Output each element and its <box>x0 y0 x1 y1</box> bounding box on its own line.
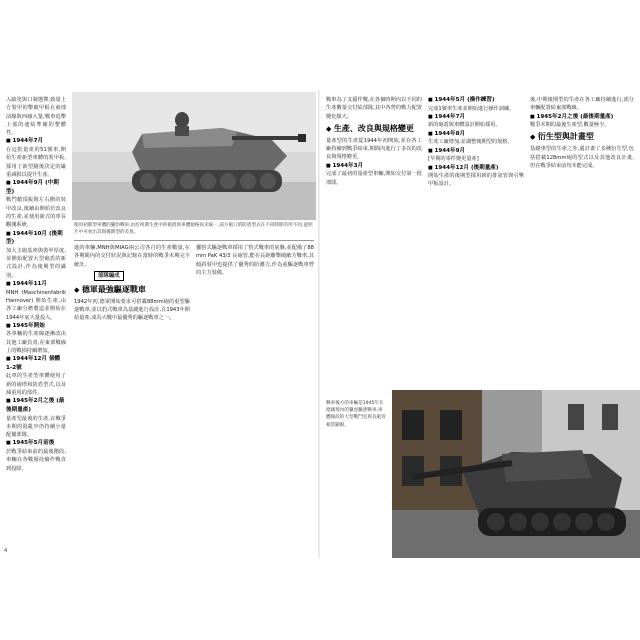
caption-divider <box>74 240 314 241</box>
timeline-entry-text: 各車輛的生產線逐漸改由其他工廠負責,在東部戰線上的戰損持續增加。 <box>6 331 66 354</box>
right-column-2 <box>428 96 524 386</box>
timeline-entry-text: 此車的生產型車體使用了新的砲塔和防盾型式,以及減重用的部件。 <box>6 373 66 397</box>
r-col1-paragraph-2: 量產型的生產從1944年初開始,並在各工廠持續到戰爭結束,期間內進行了多次的改良與規格變更。 <box>326 137 422 161</box>
timeline-entry-head: ■ 1944年12月 個體1-2號 <box>6 355 66 372</box>
section-title-production: ◆ 生產、改良與規格變更 <box>326 123 422 135</box>
timeline-entry-head: ■ 1944年7月 <box>6 137 66 146</box>
timeline-entries-right <box>428 96 524 189</box>
timeline-entry-text: 戰爭末期的最後生產型,數量極少。 <box>530 122 610 129</box>
top-photo-caption: 使用初期型車體的獵豹戰車,由於初期生產中的砲盾與車體規格尚未統一,前方砲口的防盾型式在不同時期有所不同,從照片中可看出其與後期型的差異。 <box>74 223 313 236</box>
timeline-entry-text: 開始生產的後期型採用新的排氣管與引擎甲板設計。 <box>428 173 524 188</box>
timeline-entry-text: 新的砲盾與車體設計開始採用。 <box>428 122 501 129</box>
timeline-entry-text: 在這批量產的51號車,開始生產新型車體的裝甲板,採用了新型隨後決定的嚴重減損以提升生產。 <box>6 147 66 178</box>
left-column-1 <box>6 96 66 552</box>
jagdpanther-photo <box>72 92 316 220</box>
timeline-entry-head: ■ 1944年12月 (後期量產) <box>428 164 524 173</box>
tank-photo-bottom <box>392 390 640 558</box>
timeline-entry-text: 生產工廠增加,並調整後期型的規格。 <box>428 139 513 146</box>
timeline-entry-text: 完成1號車生產並開始進行操作訓練。 <box>428 105 515 112</box>
timeline-entry-text: 完成了最初的量產型車輛,開始交付第一批部隊。 <box>326 171 422 186</box>
intro-paragraph: 入缺塗與口制選擇,致量上方裝甲的擊破甲板在東部前線與西線大量,戰車追擊上部的連結準確的整體性。 <box>6 97 66 137</box>
section-tag: 部隊編成 <box>94 271 124 281</box>
right-page <box>320 90 640 558</box>
timeline-entry-text: 量產型最後的生產,在戰爭末期的混亂中仍持續小量配備部隊。 <box>6 415 66 439</box>
timeline-entry-head: ■ 1945年2月之後 (最後期量產) <box>6 397 66 414</box>
section-title: ◆ 德軍最強驅逐戰車 <box>74 284 190 296</box>
timeline-entry-head: ■ 1944年9月 (中期型) <box>6 179 66 196</box>
left-column-2 <box>74 244 190 552</box>
r-col1-paragraph-1: 戰車為了支援作戰,在各個時期內以不同的生產數量交付給部隊,其中各營的戰力配置變化頗大。 <box>326 97 422 120</box>
timeline-entry-text: MNH (Maschinenfabrik Hannover) 開始生產,由各工廠分擔製造並開始在1944年底大量投入。 <box>6 289 66 321</box>
timeline-entry-head: ■ 1944年7月 <box>428 113 524 122</box>
section-title-derivatives: ◆ 衍生型與計畫型 <box>530 131 634 143</box>
bottom-photo-caption: 戰車後方的車輛是1945年在德國境內的獵虎驅逐戰車,車體後段的大型戰鬥室與長砲管相當顯眼。 <box>326 401 386 428</box>
timeline-entry-head: ■ 1944年11月 <box>6 280 66 289</box>
r-col3-paragraph-1: 後,中期後期型的生產在各工廠持續進行,部分車輛配置給東部戰線。 <box>530 97 634 112</box>
timeline-entry-text: [早期的零件變更量產] <box>428 156 479 163</box>
page-number: 4 <box>4 548 8 554</box>
jagdtiger-photo <box>392 390 640 558</box>
right-column-3 <box>530 96 634 386</box>
col2-paragraph-1: 進的車輛,MNH與MIAG兩公司各自的生產數量,在各期間內的交付狀況與記錄在當時的戰爭末期完全統計。 <box>74 245 190 268</box>
book-spread <box>0 90 640 558</box>
timeline-entry-head: ■ 1945年5月前後 <box>6 439 66 448</box>
tank-photo-top <box>72 92 316 220</box>
col2-paragraph-2: 1942年初,德軍開始要求可搭載88mm砲的重型驅逐戰車,並以豹式戰車為基礎進行設計,在1943年開始量產,成為大戰中最優秀的驅逐戰車之一。 <box>74 298 190 322</box>
left-page <box>0 90 320 558</box>
r-col3-paragraph-2: 基礎車型的生產之外,還計畫了多種衍生型,包括搭載128mm砲的型式以及其他改良計畫,但在戰爭結束前均未能完成。 <box>530 146 634 170</box>
timeline-entry-head: ■ 1944年8月 <box>428 130 524 139</box>
timeline-entry-head: ■ 1944年9月 <box>428 147 524 156</box>
timeline-entry-text: 於戰爭結束前的最後階段,車輛在各戰場持續作戰直到投降。 <box>6 449 66 472</box>
col3-paragraph: 獵豹式驅逐戰車採用了豹式戰車的底盤,並配備了88mm PaK 43/3 長砲管,能在長距離擊破敵方戰車,其傾斜裝甲也提供了優秀的防護力,作為重驅逐戰車營的主力裝備。 <box>196 245 314 276</box>
timeline-entry-text: 戰鬥艙頂板與左右側的裝甲改良,後續由開始於改良的生產,並使用新式的車長觀測系統。 <box>6 197 66 229</box>
right-column-1 <box>326 96 422 386</box>
left-column-3 <box>196 244 314 552</box>
timeline-entry-head: ■ 1944年10月 (後期型) <box>6 230 66 247</box>
timeline-entry-head: ■ 1944年3月 <box>326 162 422 171</box>
timeline-entry-head: ■ 1944年5月 (操作練習) <box>428 96 524 105</box>
timeline-entry-text: 加大主砲基座與裝甲厚度,並開始配置大型砲盾的新式設計,作為後期型的識別。 <box>6 247 66 279</box>
timeline-entries <box>6 137 66 472</box>
timeline-entry-head: ■ 1945年2月之後 (最後期量產) <box>530 113 634 122</box>
timeline-entry-head: ■ 1945年開始 <box>6 322 66 331</box>
